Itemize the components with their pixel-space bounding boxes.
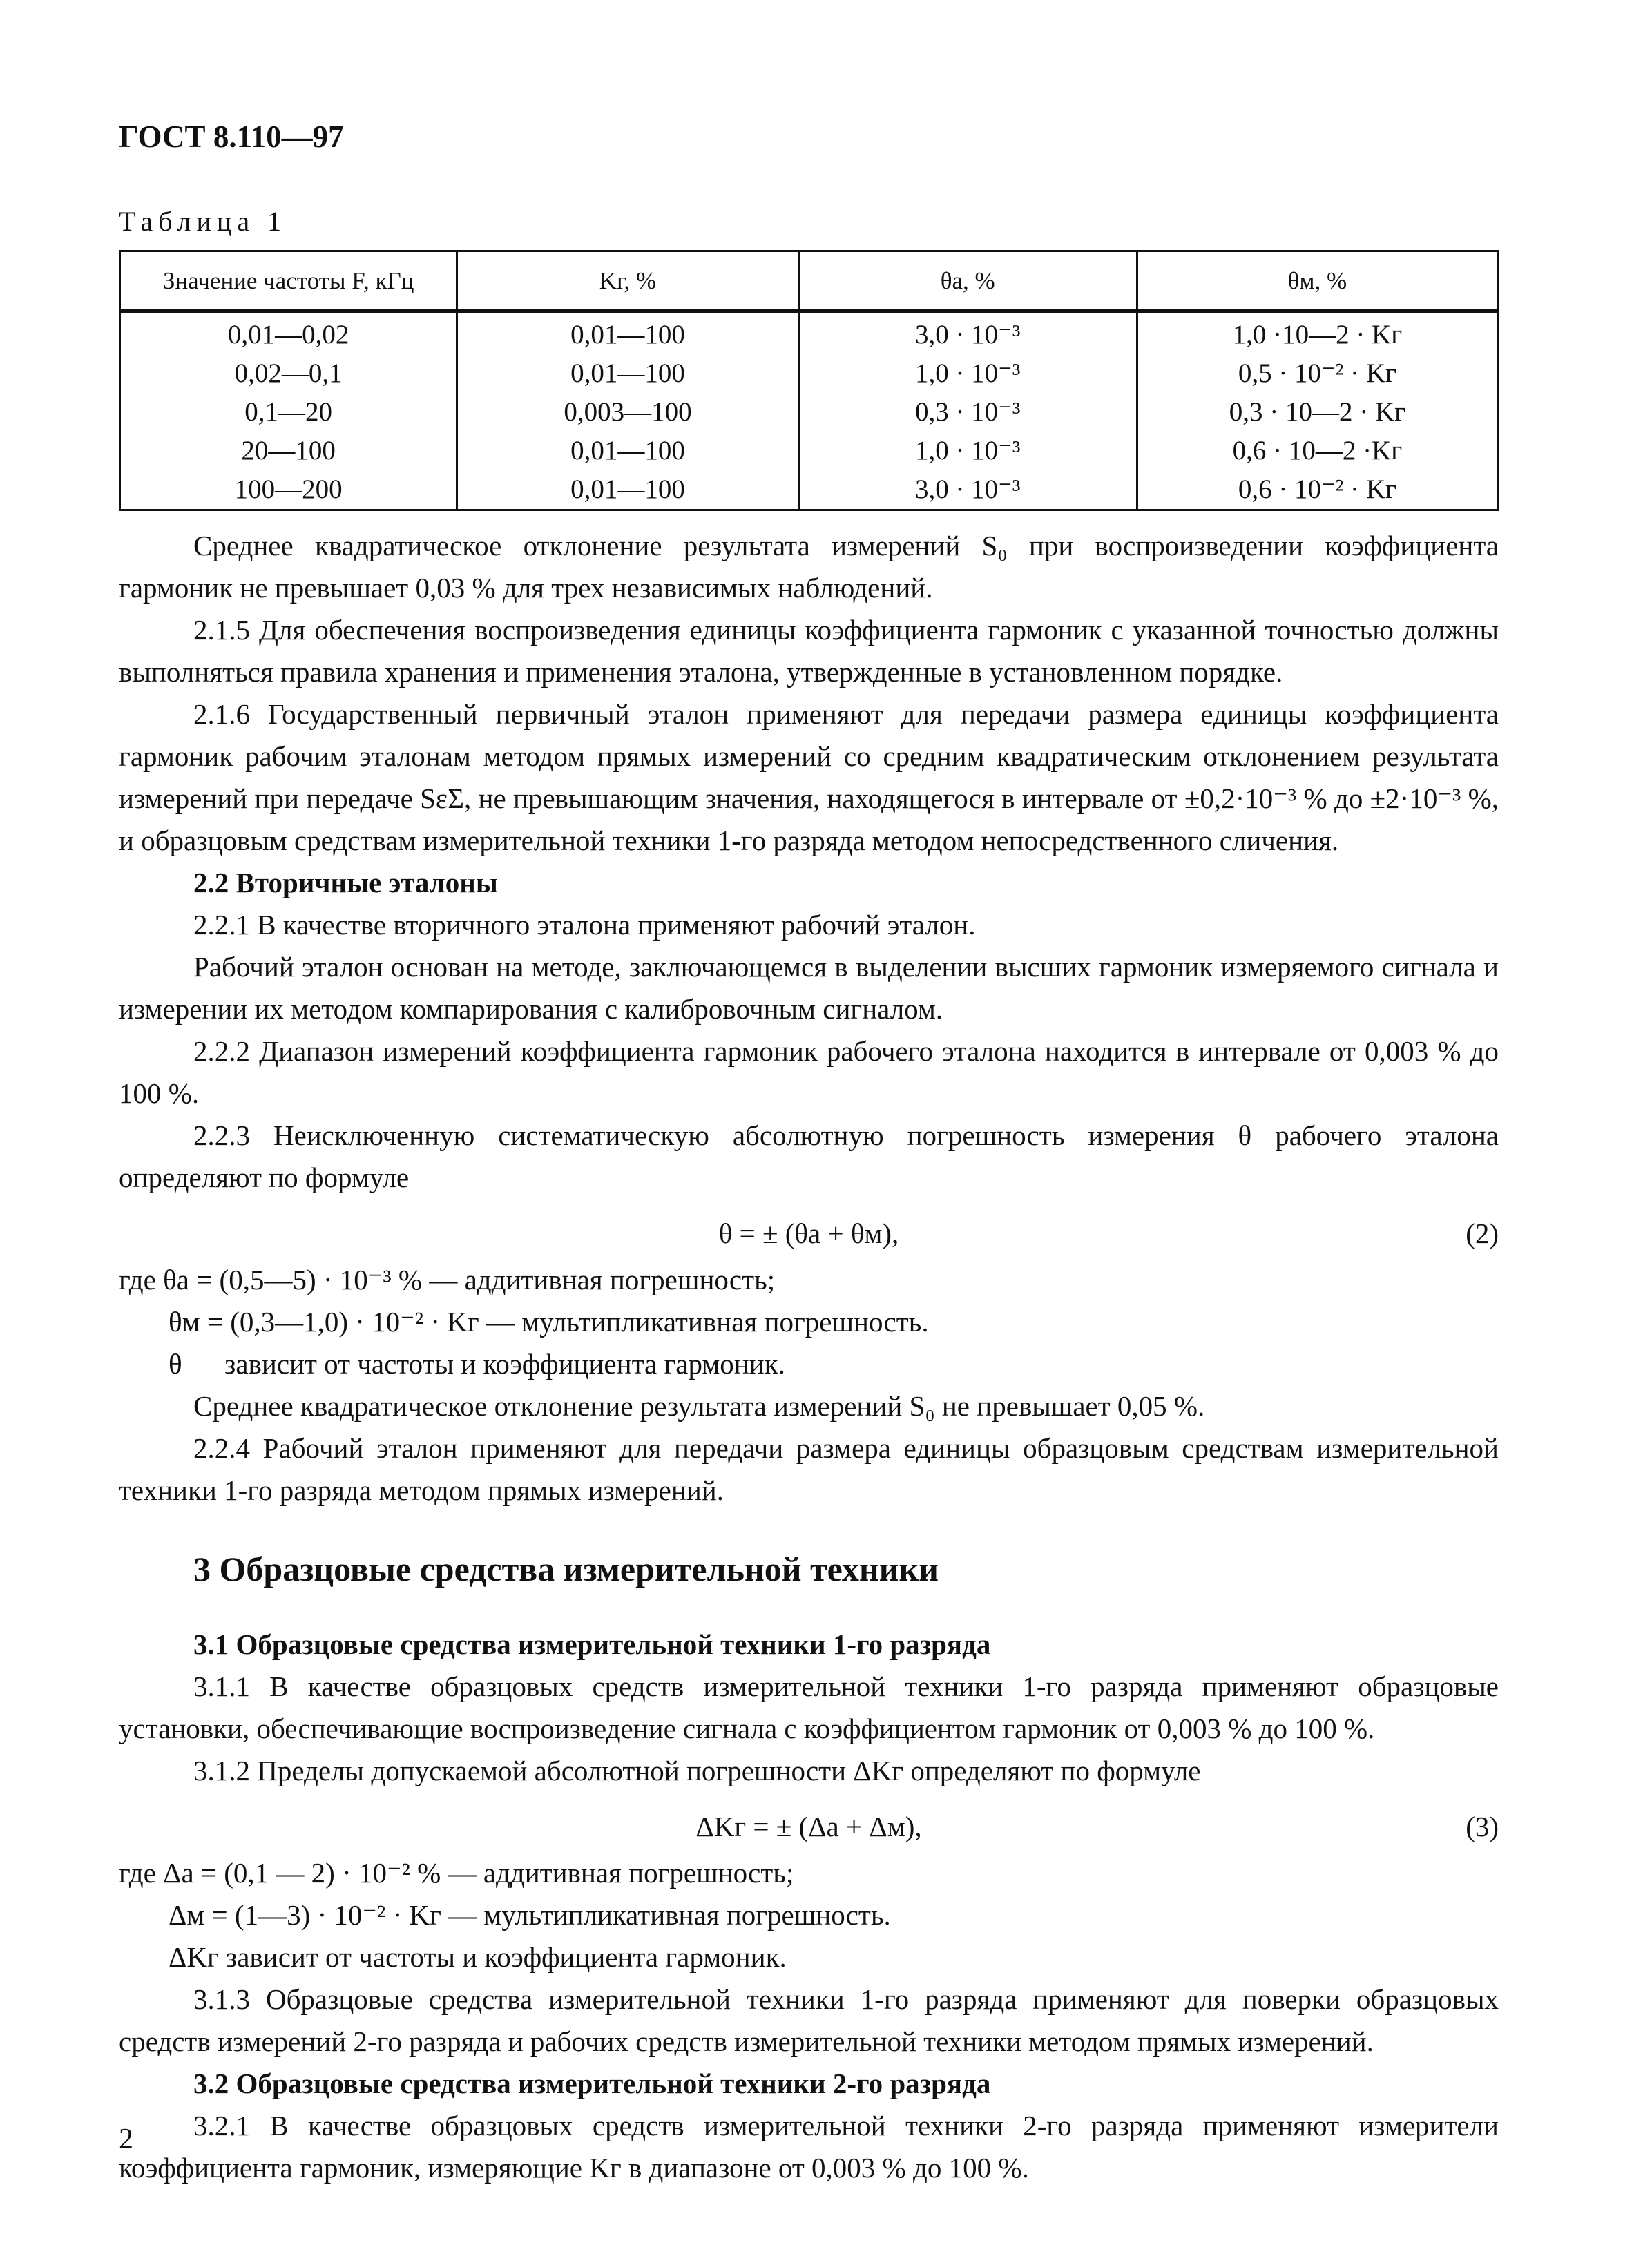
data-table — [119, 250, 1499, 511]
paragraph-3-2-1: 3.2.1 В качестве образцовых средств измерительной техники 2-го разряда применяют измерители коэффициента гармоник, измеряющие Kг в диапазоне от 0,003 % до 100 %. — [119, 2110, 1499, 2184]
section-heading-3: 3 Образцовые средства измерительной техники — [193, 1550, 939, 1588]
table-cell: 0,01—100 — [457, 354, 798, 393]
table-cell: 0,3 · 10⁻³ — [798, 393, 1137, 432]
formula-2-expression: θ = ± (θа + θм), — [718, 1217, 899, 1249]
table-cell: 3,0 · 10⁻³ — [798, 311, 1137, 354]
document-header: ГОСТ 8.110—97 — [119, 119, 344, 154]
table-row — [120, 311, 1498, 354]
table-cell: 1,0 · 10⁻³ — [798, 354, 1137, 393]
table-cell: 0,01—0,02 — [120, 311, 457, 354]
definition-theta: θ зависит от частоты и коэффициента гармоник. — [169, 1348, 785, 1380]
table-cell: 0,003—100 — [457, 393, 798, 432]
table-caption: Таблица 1 — [119, 206, 287, 237]
definition-delta-a: где Δа = (0,1 — 2) · 10⁻² % — аддитивная погрешность; — [119, 1857, 794, 1889]
definition-delta-m: Δм = (1—3) · 10⁻² · Kг — мультипликативная погрешность. — [169, 1899, 891, 1931]
table-cell: 0,3 · 10—2 · Kг — [1137, 393, 1497, 432]
formula-3 — [119, 1806, 1499, 1848]
paragraph-2-1-5: 2.1.5 Для обеспечения воспроизведения единицы коэффициента гармоник с указанной точностью должны выполняться правила хранения и применения эталона, утвержденные в установленном порядке. — [119, 614, 1499, 688]
paragraph-2-2-1-continued: Рабочий эталон основан на методе, заключающемся в выделении высших гармоник измеряемого сигнала и измерении их методом компарирования с калибровочным сигналом. — [119, 951, 1499, 1025]
formula-2 — [119, 1213, 1499, 1255]
table-cell: 0,01—100 — [457, 432, 798, 470]
definition-theta-m: θм = (0,3—1,0) · 10⁻² · Kг — мультипликативная погрешность. — [169, 1306, 929, 1338]
table-cell: 1,0 · 10⁻³ — [798, 432, 1137, 470]
table-header-row — [120, 251, 1498, 311]
section-heading-2-2: 2.2 Вторичные эталоны — [193, 867, 498, 898]
page-number: 2 — [119, 2123, 133, 2155]
paragraph-2-2-3: 2.2.3 Неисключенную систематическую абсолютную погрешность измерения θ рабочего эталона определяют по формуле — [119, 1119, 1499, 1193]
paragraph-2-2-1: 2.2.1 В качестве вторичного эталона применяют рабочий эталон. — [193, 909, 976, 941]
table-row — [120, 393, 1498, 432]
table-cell: 0,5 · 10⁻² · Kг — [1137, 354, 1497, 393]
table-cell: 0,1—20 — [120, 393, 457, 432]
table-cell: 0,01—100 — [457, 311, 798, 354]
column-header-theta-a: θа, % — [798, 251, 1137, 311]
table-row — [120, 354, 1498, 393]
column-header-kg: Kг, % — [457, 251, 798, 311]
definition-delta-kg: ΔKг зависит от частоты и коэффициента гармоник. — [169, 1941, 787, 1973]
section-heading-3-2: 3.2 Образцовые средства измерительной техники 2-го разряда — [193, 2068, 991, 2099]
paragraph-3-1-1: 3.1.1 В качестве образцовых средств измерительной техники 1-го разряда применяют образцовые установки, обеспечивающие воспроизведение сигнала с коэффициентом гармоник от 0,003 % до 100 %. — [119, 1670, 1499, 1744]
paragraph-2-1-6: 2.1.6 Государственный первичный эталон применяют для передачи размера единицы коэффициента гармоник рабочим эталонам методом прямых измерений со средним квадратическим отклонением результата измерений при передаче SεΣ, не превышающим значения, находящегося в интервале от ±0,2·10⁻³ % до ±2·10⁻³ %, и образцовым средствам измерительной техники 1-го разряда методом непосредственного сличения. — [119, 698, 1499, 856]
table-cell: 1,0 ·10—2 · Kг — [1137, 311, 1497, 354]
table-cell: 20—100 — [120, 432, 457, 470]
definition-theta-a: где θа = (0,5—5) · 10⁻³ % — аддитивная погрешность; — [119, 1264, 776, 1295]
formula-3-number: (3) — [1466, 1811, 1499, 1842]
formula-3-expression: ΔKг = ± (Δа + Δм), — [695, 1811, 922, 1842]
table-row — [120, 432, 1498, 470]
paragraph-3-1-3: 3.1.3 Образцовые средства измерительной техники 1-го разряда применяют для поверки образцовых средств измерений 2-го разряда и рабочих средств измерительной техники методом прямых измерений. — [119, 1983, 1499, 2057]
column-header-theta-m: θм, % — [1137, 251, 1497, 311]
paragraph-2-2-4: 2.2.4 Рабочий эталон применяют для передачи размера единицы образцовым средствам измерительной техники 1-го разряда методом прямых измерений. — [119, 1432, 1499, 1506]
section-heading-3-1: 3.1 Образцовые средства измерительной техники 1-го разряда — [193, 1628, 991, 1660]
paragraph-3-1-2: 3.1.2 Пределы допускаемой абсолютной погрешности ΔKг определяют по формуле — [193, 1755, 1201, 1786]
document-body — [119, 525, 1499, 2189]
column-header-frequency: Значение частоты F, кГц — [120, 251, 457, 311]
table-cell: 0,6 · 10⁻² · Kг — [1137, 470, 1497, 510]
table-cell: 0,6 · 10—2 ·Kг — [1137, 432, 1497, 470]
paragraph-2-2-2: 2.2.2 Диапазон измерений коэффициента гармоник рабочего эталона находится в интервале от 0,003 % до 100 %. — [119, 1035, 1499, 1109]
table-cell: 3,0 · 10⁻³ — [798, 470, 1137, 510]
table-row — [120, 470, 1498, 510]
paragraph-2-2-3-s0: Среднее квадратическое отклонение результата измерений S₀ не превышает 0,05 %. — [193, 1390, 1205, 1422]
table-cell: 0,01—100 — [457, 470, 798, 510]
paragraph-s0-note: Среднее квадратическое отклонение результата измерений S₀ при воспроизведении коэффициента гармоник не превышает 0,03 % для трех независимых наблюдений. — [119, 530, 1499, 604]
table-cell: 100—200 — [120, 470, 457, 510]
table-cell: 0,02—0,1 — [120, 354, 457, 393]
formula-2-number: (2) — [1466, 1217, 1499, 1249]
